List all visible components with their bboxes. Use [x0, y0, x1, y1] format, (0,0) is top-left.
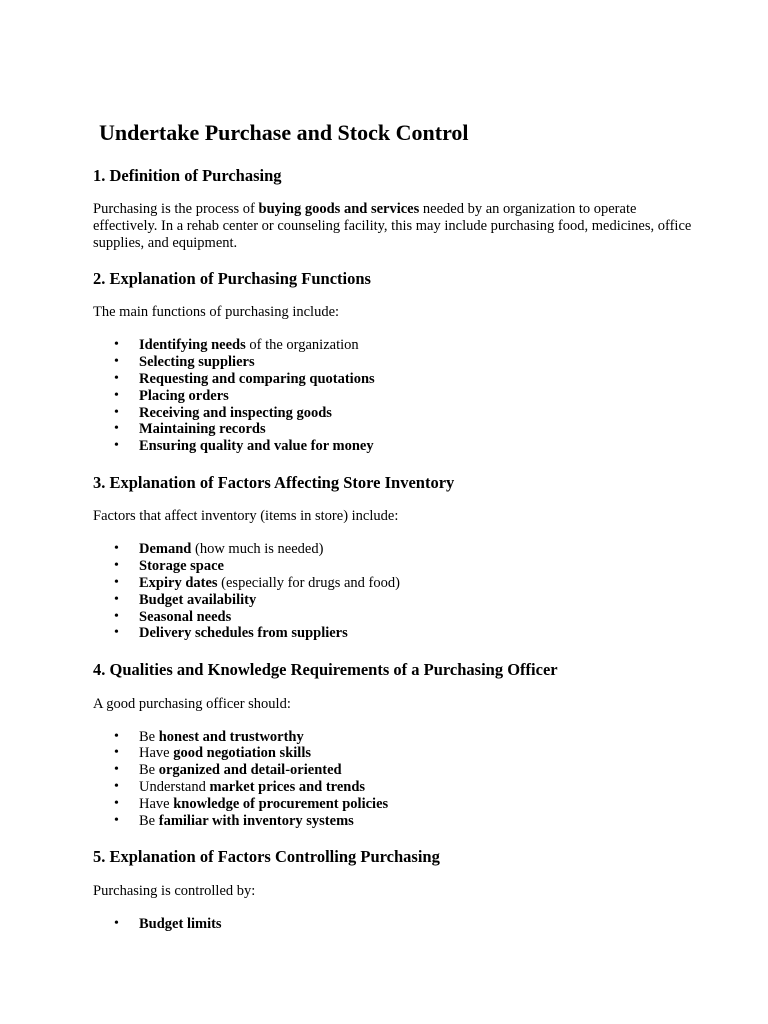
section-paragraph [93, 508, 693, 525]
bold-text-run: Demand [139, 541, 192, 558]
bold-text-run: buying goods and services [258, 200, 420, 217]
list-item [93, 354, 693, 371]
bullet-list [93, 541, 693, 642]
bullet-list [93, 337, 693, 455]
list-item [93, 438, 693, 455]
sections-container [93, 165, 693, 933]
list-item [93, 337, 693, 354]
section-heading: 2. Explanation of Purchasing Functions [93, 268, 371, 288]
section-heading: 3. Explanation of Factors Affecting Store Inventory [93, 472, 455, 492]
bold-text-run: Budget limits [139, 915, 222, 932]
section-heading: 1. Definition of Purchasing [93, 165, 282, 185]
text-run: Have [139, 795, 174, 812]
text-run: needed by an organization to operate effectively. In a rehab center or counseling facility, this may include purchasing food, medicines, office supplies, and equipment. [93, 200, 692, 251]
bold-text-run: Placing orders [139, 387, 229, 404]
list-item [93, 762, 693, 779]
list-item [93, 729, 693, 746]
bold-text-run: Delivery schedules from suppliers [139, 625, 348, 642]
bold-text-run: Receiving and inspecting goods [139, 404, 332, 421]
bold-text-run: Budget availability [139, 591, 257, 608]
list-item [93, 779, 693, 796]
bullet-list [93, 729, 693, 830]
section-paragraph [93, 696, 693, 713]
section-paragraph [93, 304, 693, 321]
bold-text-run: Seasonal needs [139, 608, 232, 625]
list-item [93, 405, 693, 422]
text-run: Be [139, 728, 159, 745]
list-item [93, 421, 693, 438]
bold-text-run: Requesting and comparing quotations [139, 370, 375, 387]
bold-text-run: Expiry dates [139, 574, 218, 591]
list-item [93, 796, 693, 813]
list-item [93, 745, 693, 762]
document-body [93, 119, 693, 950]
text-run: Factors that affect inventory (items in store) include: [93, 508, 399, 525]
bold-text-run: honest and trustworthy [158, 728, 304, 745]
text-run: Purchasing is controlled by: [93, 882, 256, 899]
list-item [93, 916, 693, 933]
list-item [93, 592, 693, 609]
bold-text-run: Maintaining records [139, 421, 266, 438]
bold-text-run: Storage space [139, 558, 224, 575]
list-item [93, 388, 693, 405]
list-item [93, 625, 693, 642]
section-paragraph [93, 201, 693, 252]
bold-text-run: market prices and trends [209, 779, 366, 795]
list-item [93, 609, 693, 626]
bold-text-run: good negotiation skills [173, 745, 311, 762]
list-item [93, 558, 693, 575]
text-run: Have [139, 745, 174, 762]
text-run: Be [139, 812, 159, 829]
bullet-list [93, 916, 693, 933]
list-item [93, 541, 693, 558]
text-run: (how much is needed) [191, 541, 324, 558]
document-title: Undertake Purchase and Stock Control [99, 120, 469, 145]
bold-text-run: Ensuring quality and value for money [139, 438, 374, 455]
bold-text-run: Identifying needs [139, 337, 246, 354]
list-item [93, 575, 693, 592]
list-item [93, 813, 693, 830]
text-run: Purchasing is the process of [93, 200, 259, 217]
bold-text-run: familiar with inventory systems [158, 812, 354, 829]
text-run: A good purchasing officer should: [93, 695, 291, 712]
bold-text-run: Selecting suppliers [139, 354, 255, 371]
section-paragraph [93, 883, 693, 900]
text-run: Understand [139, 779, 210, 795]
bold-text-run: knowledge of procurement policies [173, 795, 389, 812]
text-run: The main functions of purchasing include: [93, 304, 340, 321]
text-run: Be [139, 762, 159, 779]
section-heading: 5. Explanation of Factors Controlling Purchasing [93, 847, 440, 867]
text-run: of the organization [245, 337, 359, 354]
section-heading: 4. Qualities and Knowledge Requirements of a Purchasing Officer [93, 660, 558, 680]
bold-text-run: organized and detail-oriented [158, 762, 342, 779]
list-item [93, 371, 693, 388]
text-run: (especially for drugs and food) [217, 574, 400, 591]
